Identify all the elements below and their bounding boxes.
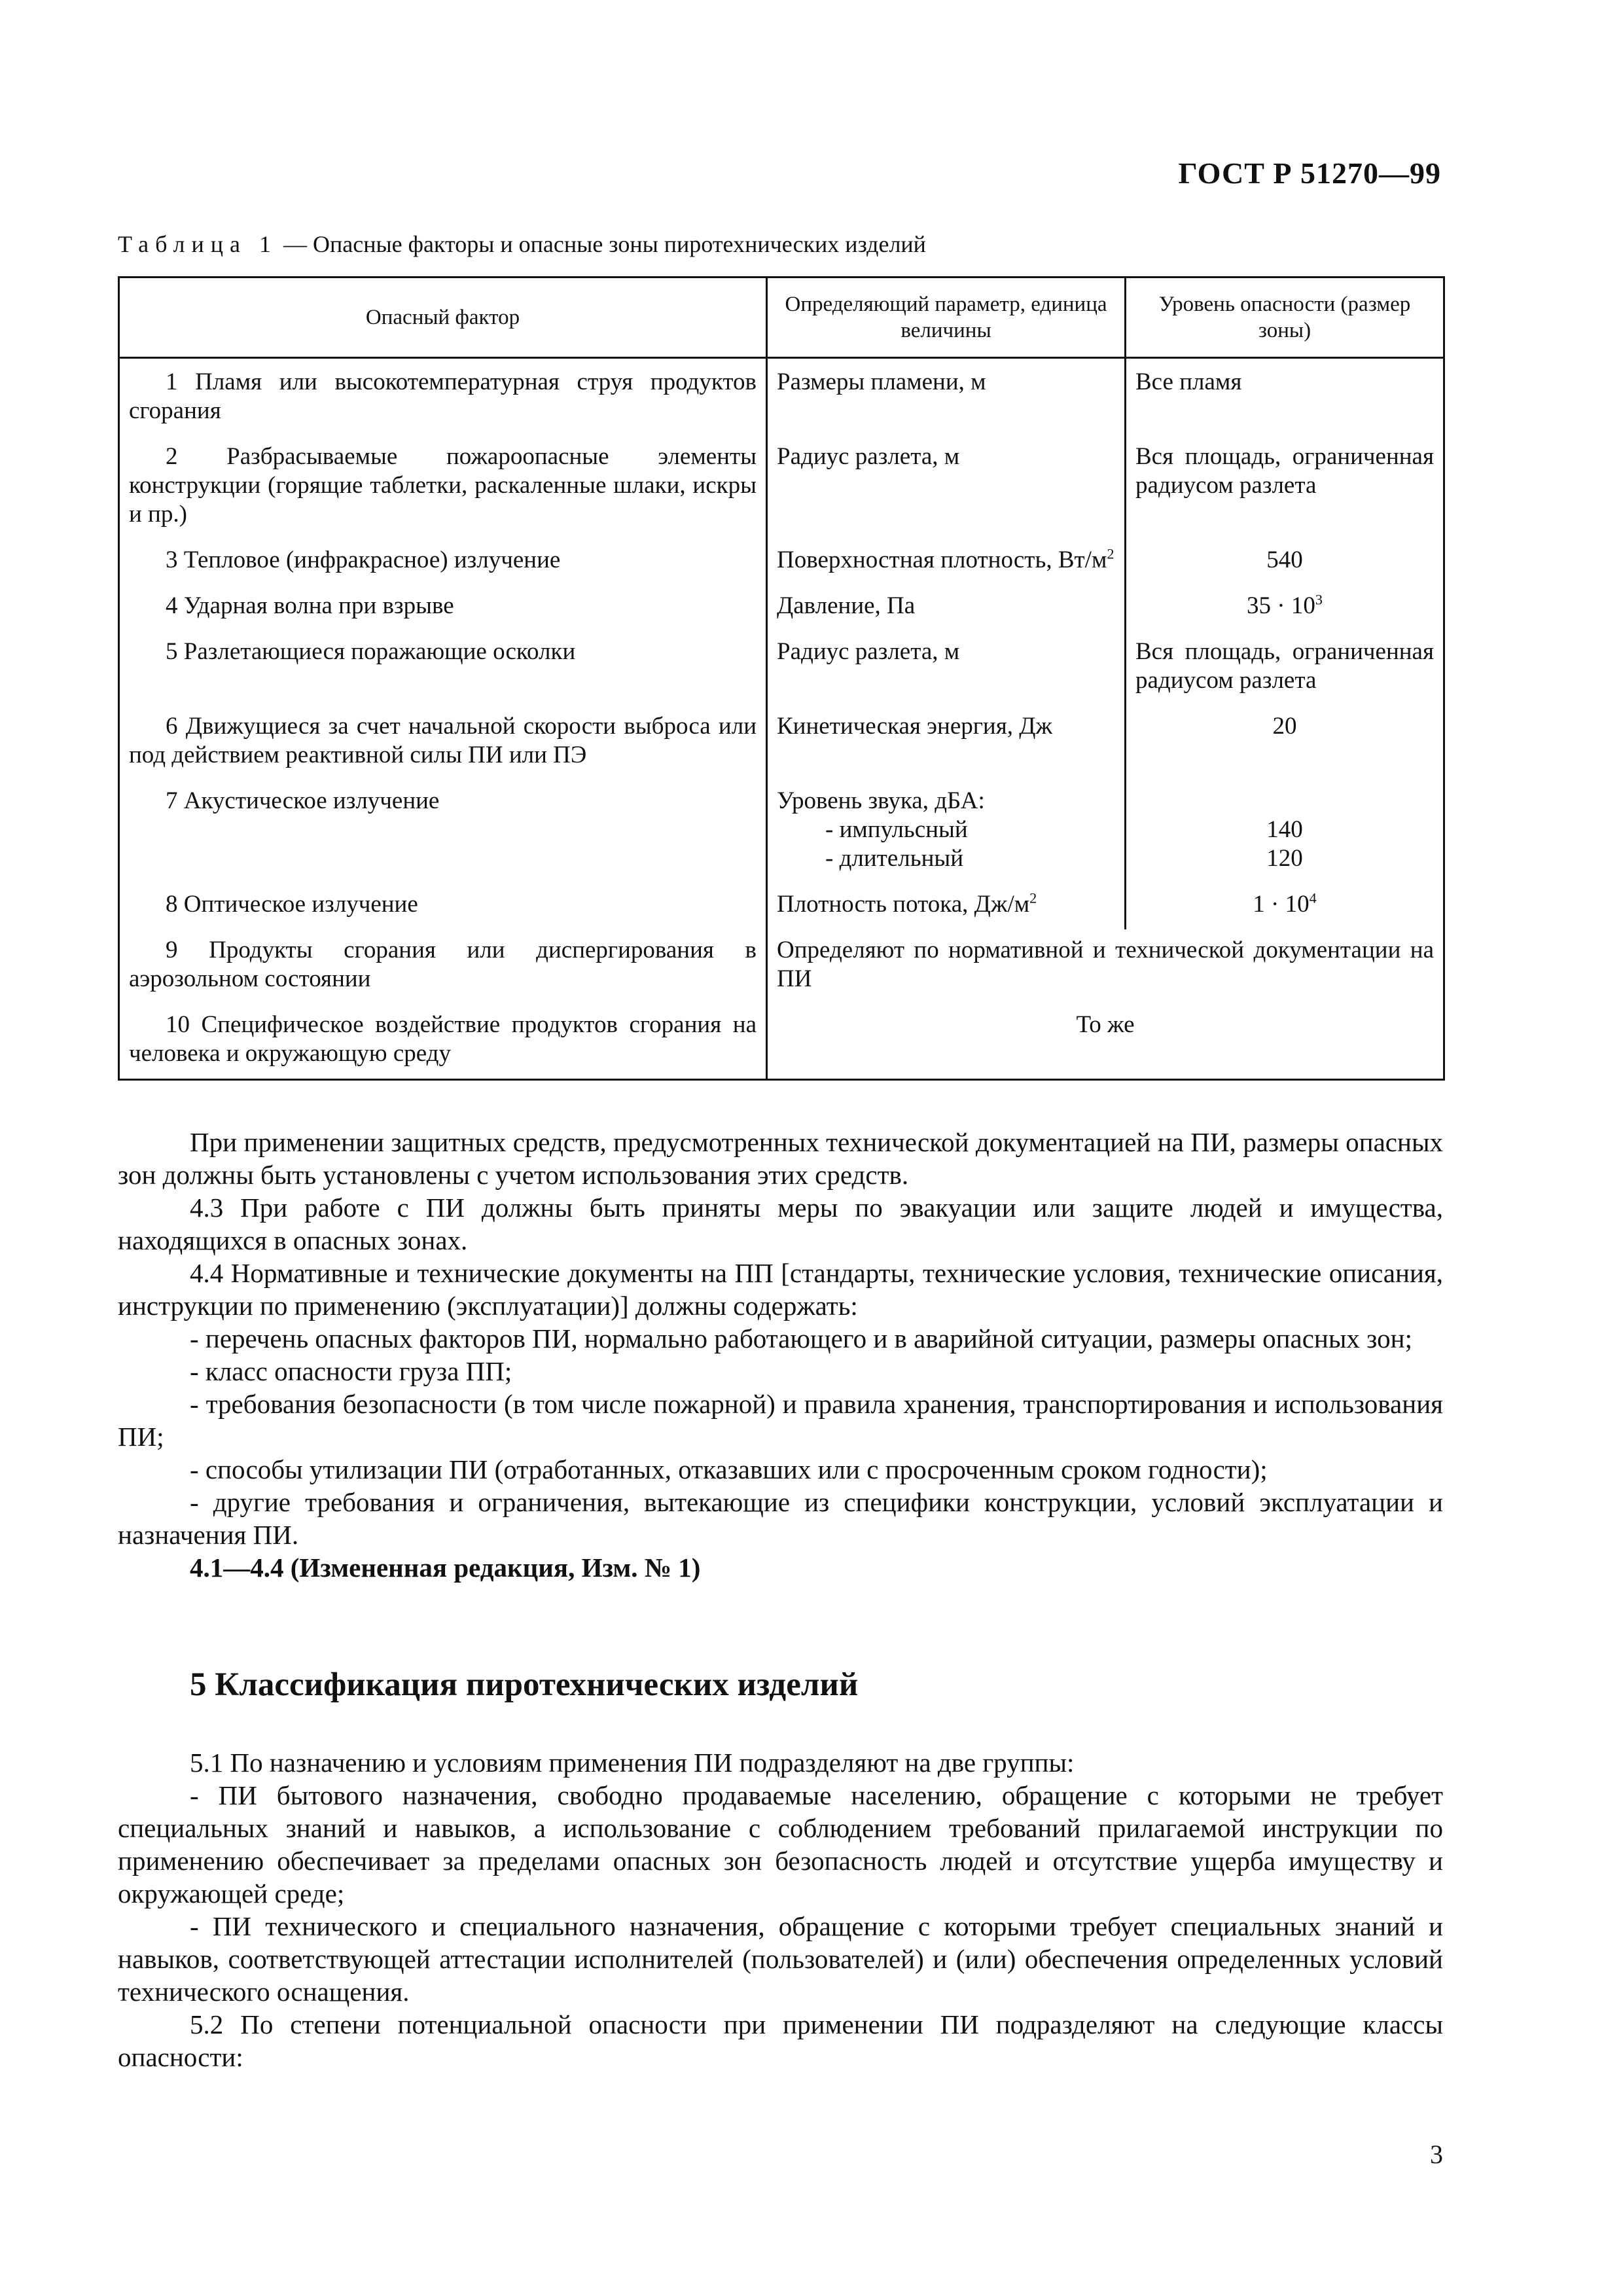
table-row <box>119 436 1444 539</box>
table-row <box>119 631 1444 706</box>
factor-cell <box>119 929 767 1004</box>
factor-cell <box>119 436 767 539</box>
merged-cell: То же <box>767 1004 1444 1080</box>
factor-text: Разлетающиеся поражающие осколки <box>183 638 576 665</box>
factor-cell <box>119 1004 767 1080</box>
factor-text: Пламя или высокотемпературная струя продуктов сгорания <box>129 368 757 424</box>
level-cell: Вся площадь, ограниченная радиусом разлета <box>1126 436 1444 539</box>
row-number: 10 <box>166 1011 190 1038</box>
row-number: 7 <box>166 787 178 814</box>
level-cell: Все пламя <box>1126 358 1444 437</box>
param-superscript: 2 <box>1107 545 1115 562</box>
level-cell: 540 <box>1126 539 1444 585</box>
list-item: - способы утилизации ПИ (отработанных, отказавших или с просроченным сроком годности); <box>190 1454 1268 1484</box>
list-item: - требования безопасности (в том числе пожарной) и правила хранения, транспортирования и использования ПИ; <box>118 1389 1443 1452</box>
level-cell <box>1126 884 1444 929</box>
body-text-block <box>118 1746 1443 2073</box>
row-number: 9 <box>166 937 178 963</box>
factor-cell <box>119 780 767 884</box>
paragraph: 5.1 По назначению и условиям применения ПИ подразделяют на две группы: <box>190 1748 1075 1778</box>
list-item: - ПИ бытового назначения, свободно продаваемые населению, обращение с которыми не требует специальных знаний и навыков, а использование с соблюдением требований прилагаемой инструкции по применению обеспечивает за пределами опасных зон безопасность людей и отсутствие ущерба имуществу и окружающей среде; <box>118 1780 1443 1909</box>
body-text-block <box>118 1126 1443 1584</box>
level-cell: Вся площадь, ограниченная радиусом разлета <box>1126 631 1444 706</box>
amendment-note: 4.1—4.4 (Измененная редакция, Изм. № 1) <box>190 1552 701 1583</box>
factor-text: Продукты сгорания или диспергирования в аэрозольном состоянии <box>129 937 757 992</box>
level-superscript: 3 <box>1315 591 1323 608</box>
factor-cell <box>119 631 767 706</box>
factor-cell <box>119 884 767 929</box>
level-text: 35 · 10 <box>1247 592 1315 619</box>
row-number: 3 <box>166 547 178 573</box>
param-cell: Радиус разлета, м <box>767 436 1126 539</box>
table-header-row <box>119 278 1444 358</box>
factor-cell <box>119 585 767 631</box>
level-cell: 20 <box>1126 706 1444 780</box>
param-cell <box>767 884 1126 929</box>
column-header: Опасный фактор <box>119 278 767 358</box>
factor-cell <box>119 706 767 780</box>
hazard-table <box>118 276 1445 1081</box>
paragraph: 4.4 Нормативные и технические документы на ПП [стандарты, технические условия, технические описания, инструкции по применению (эксплуатации)] должны содержать: <box>118 1258 1443 1321</box>
table-caption-text: — Опасные факторы и опасные зоны пиротехнических изделий <box>277 231 926 257</box>
table-row <box>119 539 1444 585</box>
table-row <box>119 358 1444 437</box>
paragraph: При применении защитных средств, предусмотренных технической документацией на ПИ, размеры опасных зон должны быть установлены с учетом использования этих средств. <box>118 1127 1443 1190</box>
section-heading: 5 Классификация пиротехнических изделий <box>190 1666 859 1703</box>
page-number: 3 <box>1430 2140 1443 2169</box>
list-item: - класс опасности груза ПП; <box>190 1356 512 1386</box>
row-number: 1 <box>166 368 178 395</box>
column-header: Определяющий параметр, единица величины <box>767 278 1126 358</box>
level-subvalue: 140 <box>1266 816 1303 843</box>
list-item: - перечень опасных факторов ПИ, нормально работающего и в аварийной ситуации, размеры опасных зон; <box>190 1323 1412 1354</box>
param-text: Поверхностная плотность, Вт/м <box>777 547 1107 573</box>
param-cell: Радиус разлета, м <box>767 631 1126 706</box>
merged-cell: Определяют по нормативной и технической документации на ПИ <box>767 929 1444 1004</box>
table-row <box>119 706 1444 780</box>
param-cell: Давление, Па <box>767 585 1126 631</box>
column-header: Уровень опасности (размер зоны) <box>1126 278 1444 358</box>
row-number: 6 <box>166 713 178 740</box>
factor-text: Тепловое (инфракрасное) излучение <box>183 547 561 573</box>
level-cell <box>1126 585 1444 631</box>
table-row <box>119 780 1444 884</box>
param-superscript: 2 <box>1029 889 1037 906</box>
table-row <box>119 585 1444 631</box>
factor-text: Разбрасываемые пожароопасные элементы конструкции (горящие таблетки, раскаленные шлаки, искры и пр.) <box>129 443 757 528</box>
level-subvalue: 120 <box>1266 845 1303 872</box>
param-text: Уровень звука, дБА: <box>777 787 985 814</box>
row-number: 4 <box>166 592 178 619</box>
level-text: 1 · 10 <box>1253 891 1310 918</box>
factor-cell <box>119 358 767 437</box>
param-cell: Размеры пламени, м <box>767 358 1126 437</box>
paragraph: 4.3 При работе с ПИ должны быть приняты меры по эвакуации или защите людей и имущества, находящихся в опасных зонах. <box>118 1193 1443 1255</box>
factor-cell <box>119 539 767 585</box>
level-superscript: 4 <box>1309 889 1317 906</box>
table-row <box>119 884 1444 929</box>
param-text: Плотность потока, Дж/м <box>777 891 1030 918</box>
table-row <box>119 1004 1444 1080</box>
row-number: 2 <box>166 443 178 470</box>
document-header: ГОСТ Р 51270—99 <box>1178 156 1441 190</box>
table-caption <box>118 230 926 258</box>
level-cell <box>1126 780 1444 884</box>
factor-text: Оптическое излучение <box>183 891 418 918</box>
param-subitem: - длительный <box>825 845 964 872</box>
factor-text: Специфическое воздействие продуктов сгорания на человека и окружающую среду <box>129 1011 757 1067</box>
table-caption-label: Таблица 1 <box>118 231 277 257</box>
param-cell <box>767 539 1126 585</box>
row-number: 5 <box>166 638 178 665</box>
param-subitem: - импульсный <box>825 816 968 843</box>
factor-text: Ударная волна при взрыве <box>183 592 454 619</box>
row-number: 8 <box>166 891 178 918</box>
table-row <box>119 929 1444 1004</box>
factor-text: Акустическое излучение <box>183 787 440 814</box>
list-item: - другие требования и ограничения, вытекающие из специфики конструкции, условий эксплуатации и назначения ПИ. <box>118 1487 1443 1550</box>
paragraph: 5.2 По степени потенциальной опасности при применении ПИ подразделяют на следующие классы опасности: <box>118 2009 1443 2072</box>
factor-text: Движущиеся за счет начальной скорости выброса или под действием реактивной силы ПИ или ПЭ <box>129 713 757 768</box>
param-cell <box>767 780 1126 884</box>
param-cell: Кинетическая энергия, Дж <box>767 706 1126 780</box>
list-item: - ПИ технического и специального назначения, обращение с которыми требует специальных знаний и навыков, соответствующей аттестации исполнителей (пользователей) и (или) обеспечения определенных условий технического оснащения. <box>118 1911 1443 2007</box>
